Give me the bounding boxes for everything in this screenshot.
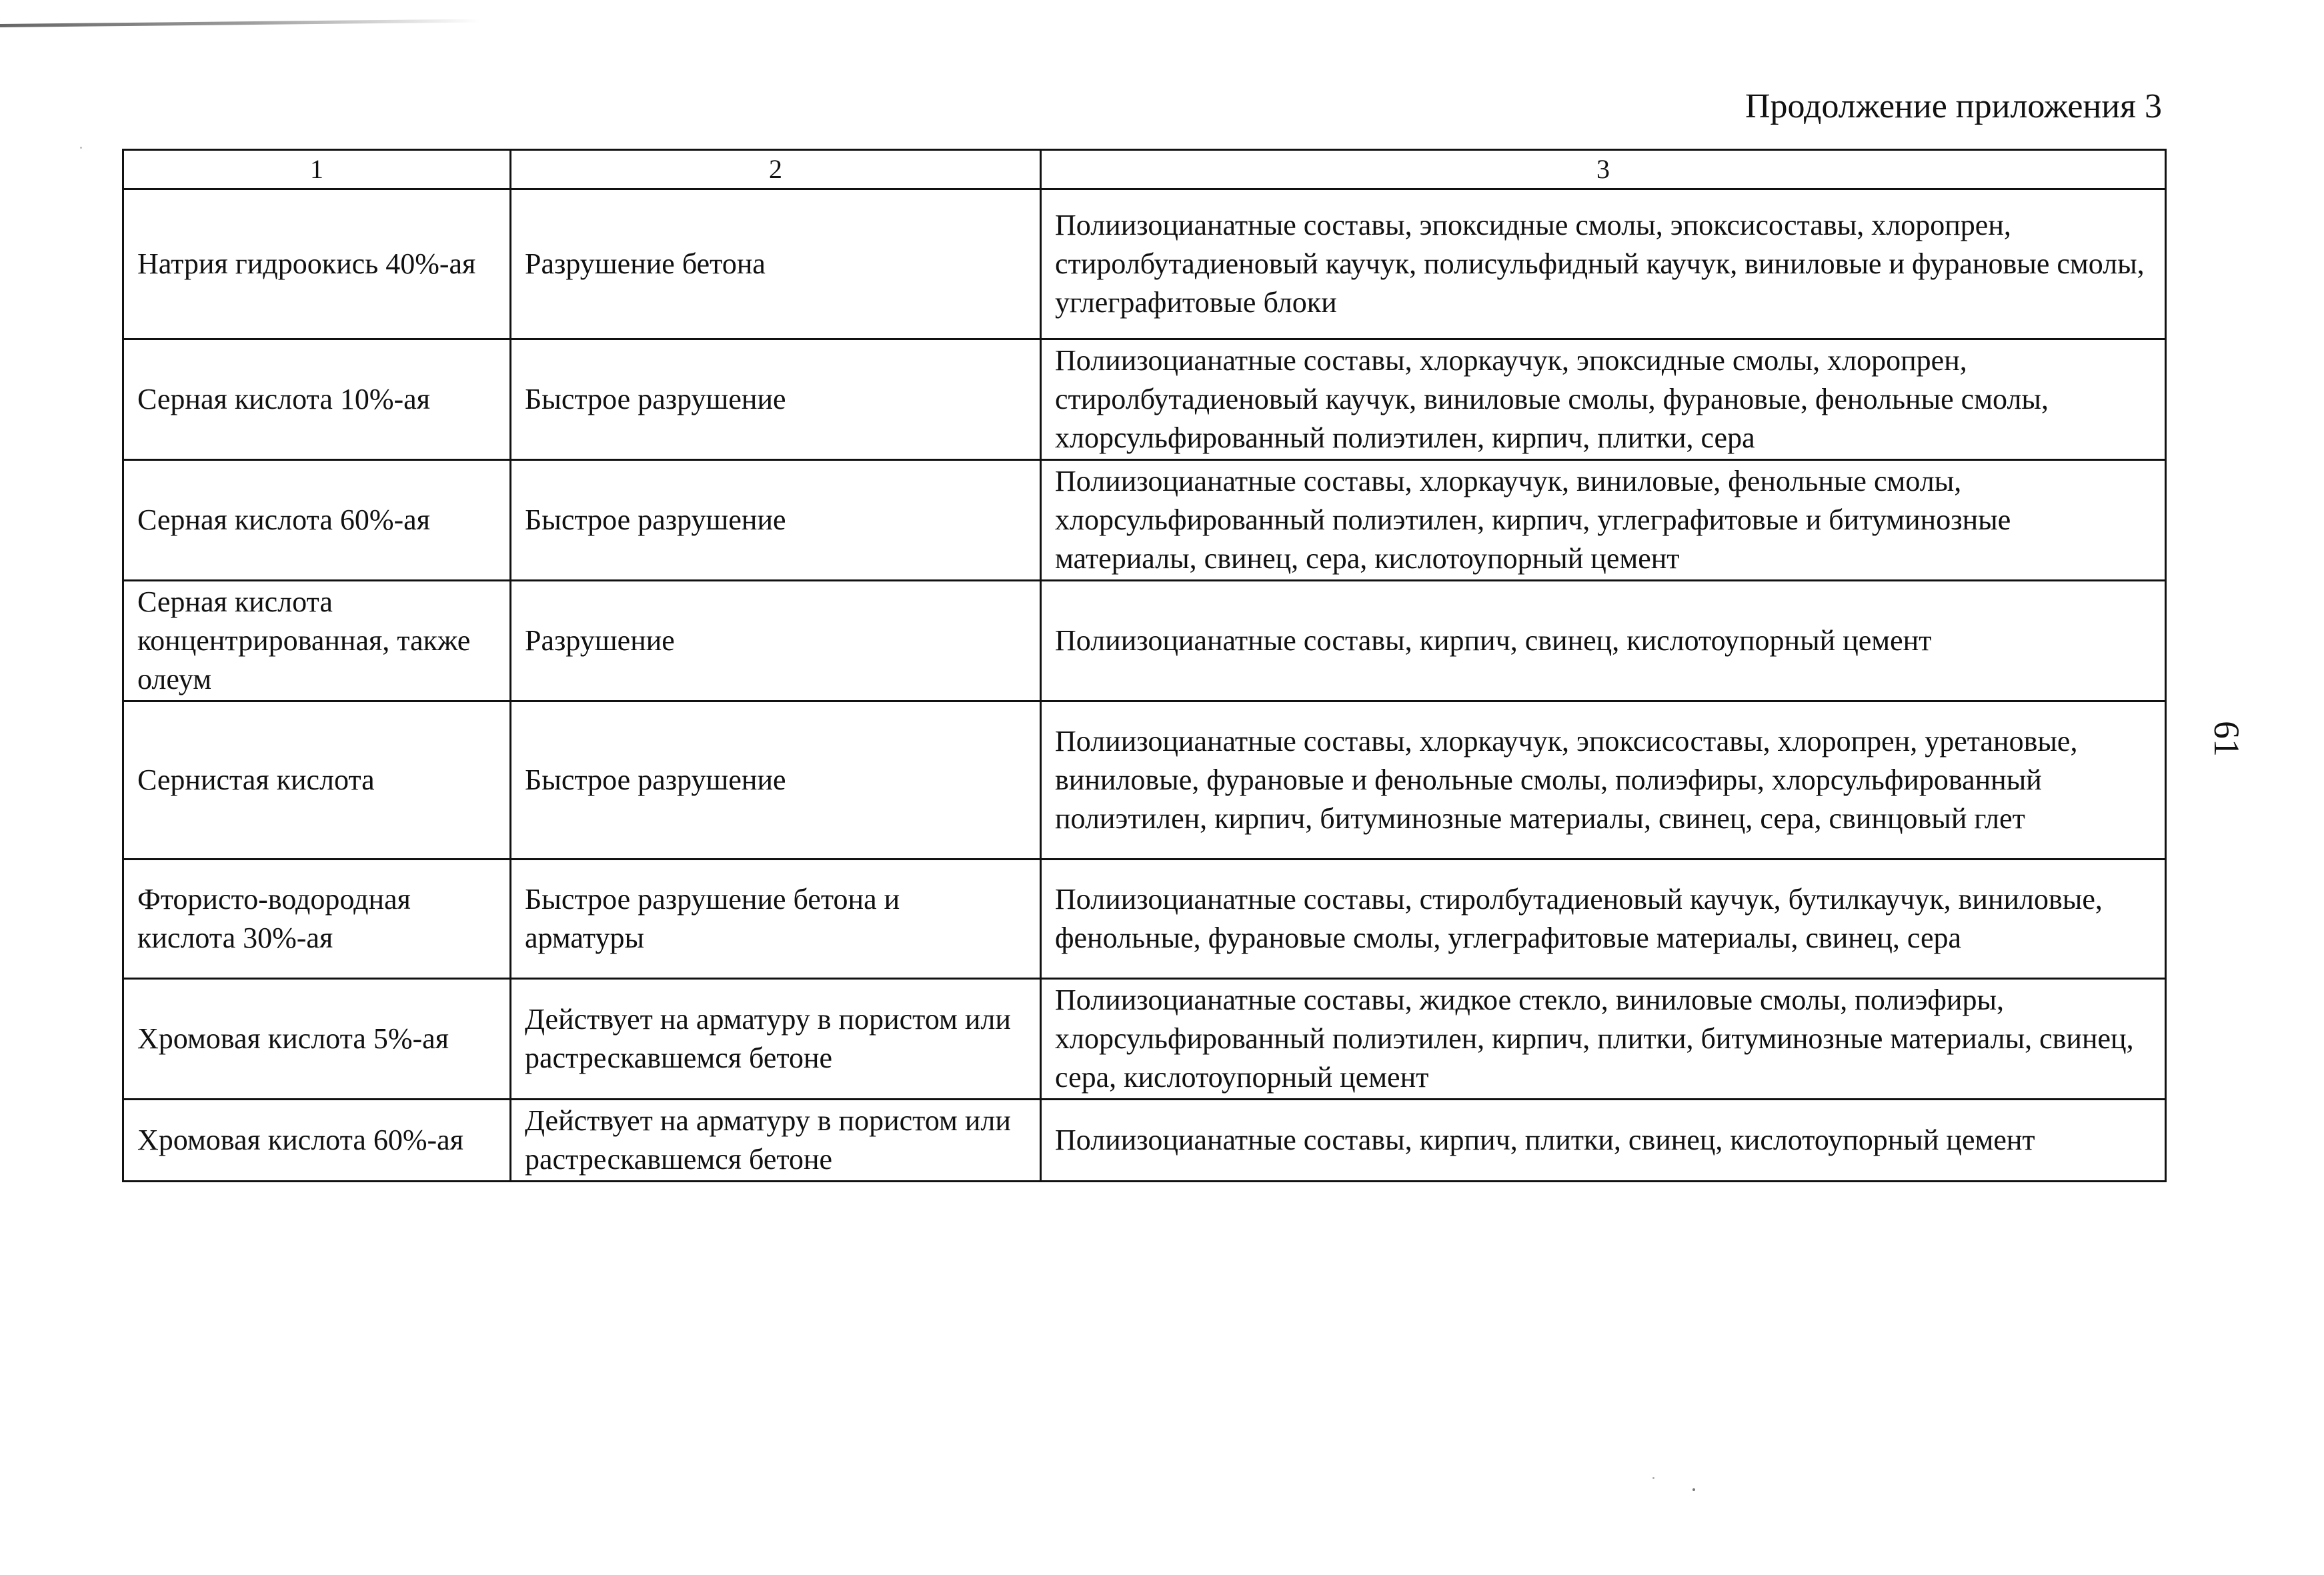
scan-artifact-line (0, 19, 480, 27)
table-row (123, 979, 2166, 1100)
substance-cell: Сернистая кислота (123, 701, 511, 860)
effect-cell: Быстрое разрушение (511, 460, 1041, 581)
page-header: Продолжение приложения 3 (1745, 87, 2162, 125)
column-header-2: 2 (511, 150, 1041, 189)
table-row (123, 339, 2166, 460)
column-header-3: 3 (1041, 150, 2166, 189)
header-row (123, 150, 2166, 189)
effect-cell: Быстрое разрушение (511, 339, 1041, 460)
substance-cell: Хромовая кислота 60%-ая (123, 1100, 511, 1182)
table-row (123, 581, 2166, 701)
effect-cell: Разрушение бетона (511, 189, 1041, 339)
materials-cell: Полиизоцианатные составы, кирпич, свинец, кислотоупорный цемент (1041, 581, 2166, 701)
column-header-1: 1 (123, 150, 511, 189)
effect-cell: Действует на арматуру в пористом или растрескавшемся бетоне (511, 979, 1041, 1100)
substance-cell: Серная кислота концентрированная, также олеум (123, 581, 511, 701)
table-row (123, 1100, 2166, 1182)
effect-cell: Быстрое разрушение бетона и арматуры (511, 860, 1041, 979)
page-number: 61 (2207, 721, 2247, 757)
table-row (123, 860, 2166, 979)
materials-cell: Полиизоцианатные составы, хлоркаучук, виниловые, фенольные смолы, хлорсульфированный полиэтилен, кирпич, углеграфитовые и битуминозные материалы, свинец, сера, кислотоупорный цемент (1041, 460, 2166, 581)
effect-cell: Быстрое разрушение (511, 701, 1041, 860)
materials-cell: Полиизоцианатные составы, хлоркаучук, эпоксисоставы, хлоропрен, уретановые, виниловые, фурановые и фенольные смолы, полиэфиры, хлорсульфированный полиэтилен, кирпич, битуминозные материалы, свинец, сера, свинцовый глет (1041, 701, 2166, 860)
table-row (123, 189, 2166, 339)
scan-speck (1652, 1477, 1654, 1479)
substance-cell: Фтористо-водородная кислота 30%-ая (123, 860, 511, 979)
table-row (123, 701, 2166, 860)
appendix-table (122, 149, 2167, 1182)
scan-speck (1692, 1488, 1695, 1491)
substance-cell: Натрия гидроокись 40%-ая (123, 189, 511, 339)
materials-cell: Полиизоцианатные составы, кирпич, плитки, свинец, кислотоупорный цемент (1041, 1100, 2166, 1182)
substance-cell: Хромовая кислота 5%-ая (123, 979, 511, 1100)
materials-cell: Полиизоцианатные составы, эпоксидные смолы, эпоксисоставы, хлоропрен, стиролбутадиеновый каучук, полисульфидный каучук, виниловые и фурановые смолы, углеграфитовые блоки (1041, 189, 2166, 339)
materials-cell: Полиизоцианатные составы, хлоркаучук, эпоксидные смолы, хлоропрен, стиролбутадиеновый каучук, виниловые смолы, фурановые, фенольные смолы, хлорсульфированный полиэтилен, кирпич, плитки, сера (1041, 339, 2166, 460)
substance-cell: Серная кислота 10%-ая (123, 339, 511, 460)
materials-cell: Полиизоцианатные составы, жидкое стекло, виниловые смолы, полиэфиры, хлорсульфированный полиэтилен, кирпич, плитки, битуминозные материалы, свинец, сера, кислотоупорный цемент (1041, 979, 2166, 1100)
table-row (123, 460, 2166, 581)
effect-cell: Разрушение (511, 581, 1041, 701)
effect-cell: Действует на арматуру в пористом или растрескавшемся бетоне (511, 1100, 1041, 1182)
substance-cell: Серная кислота 60%-ая (123, 460, 511, 581)
materials-cell: Полиизоцианатные составы, стиролбутадиеновый каучук, бутилкаучук, виниловые, фенольные, фурановые смолы, углеграфитовые материалы, свинец, сера (1041, 860, 2166, 979)
scan-speck (80, 147, 82, 149)
